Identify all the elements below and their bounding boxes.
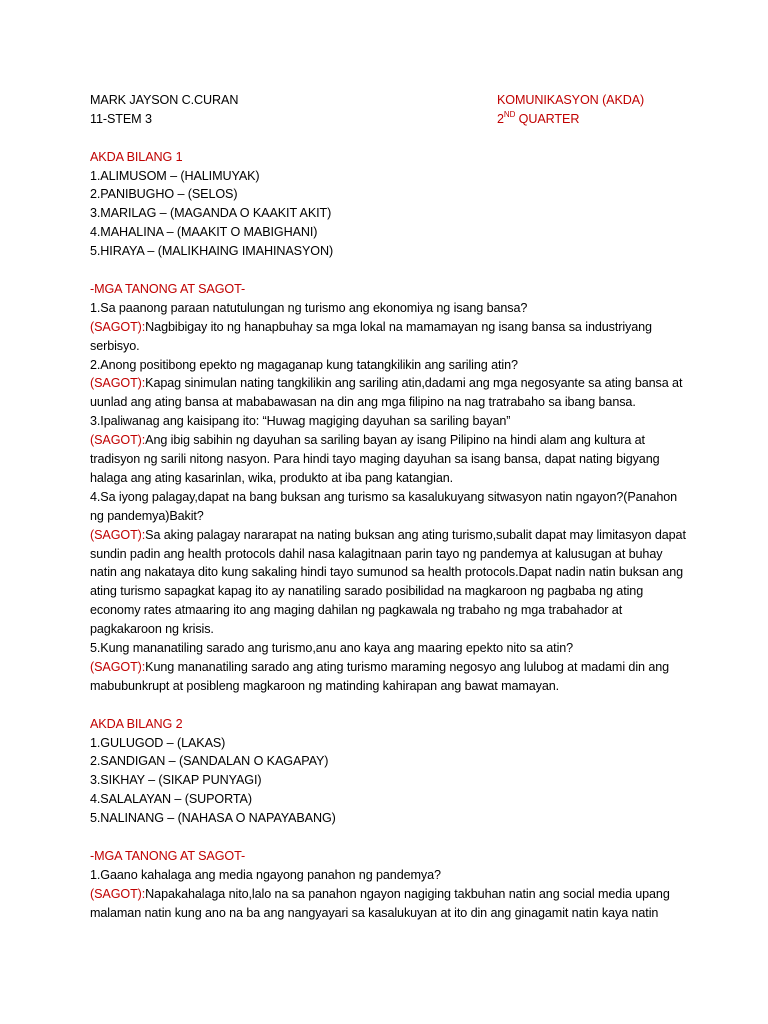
answer-label: (SAGOT): — [90, 527, 146, 542]
akda1-item: 5.HIRAYA – (MALIKHAING IMAHINASYON) — [90, 244, 334, 259]
answer-label: (SAGOT): — [90, 886, 146, 901]
akda2-item: 2.SANDIGAN – (SANDALAN O KAGAPAY) — [90, 754, 329, 769]
akda2-item: 4.SALALAYAN – (SUPORTA) — [90, 792, 252, 807]
qa2-title: -MGA TANONG AT SAGOT- — [90, 848, 246, 863]
answer-text: Napakahalaga nito,lalo na sa panahon ngayon nagiging takbuhan natin ang social media upang malaman natin kung ano na ba ang nangyayari sa kasalukuyan at ito din ang ginagamit natin kaya natin — [90, 886, 670, 920]
answer-label: (SAGOT): — [90, 659, 146, 674]
quarter-number: 2 — [497, 111, 504, 126]
qa2-answer-1 — [90, 885, 690, 923]
akda2-item: 5.NALINANG – (NAHASA O NAPAYABANG) — [90, 811, 336, 826]
answer-text: Nagbibigay ito ng hanapbuhay sa mga lokal na mamamayan ng isang bansa sa industriyang serbisyo. — [90, 319, 652, 353]
answer-label: (SAGOT): — [90, 433, 146, 448]
answer-text: Kung mananatiling sarado ang ating turismo maraming negosyo ang lulubog at madami din ang mabubunkrupt at posibleng magkaroon ng matinding kahirapan ang bawat mamayan. — [90, 659, 670, 693]
answer-text: Sa aking palagay nararapat na nating buksan ang ating turismo,subalit dapat may limitasyon dapat sundin padin ang health protocols dahil nasa kalagitnaan parin tayo ng pandemya at kalusugan at buhay natin ang nakataya dito kung sakaling hindi tayo sumunod sa health protocols.Dapat nadin natin buksan ang ating turismo sapagkat kapag ito ay nanatiling sarado posibilidad na magkaroon ng pagbaba ng ating economy rates atmaaring ito ang maging dahilan ng pagkawala ng trabaho ng mga trabahador at pagkakaroon ng krisis. — [90, 527, 686, 637]
spacer — [90, 261, 690, 280]
qa1-answer-5 — [90, 658, 690, 696]
qa1-answer-4 — [90, 526, 690, 639]
subject-title: KOMUNIKASYON (AKDA) — [497, 93, 645, 107]
quarter-word: QUARTER — [515, 111, 580, 126]
qa1-question-3: 3.Ipaliwanag ang kaisipang ito: “Huwag magiging dayuhan sa sariling bayan” — [90, 414, 511, 429]
akda1-item: 2.PANIBUGHO – (SELOS) — [90, 187, 238, 202]
qa2-question-1: 1.Gaano kahalaga ang media ngayong panahon ng pandemya? — [90, 867, 441, 882]
spacer — [90, 696, 690, 715]
akda2-item: 1.GULUGOD – (LAKAS) — [90, 735, 226, 750]
header-row-2 — [90, 110, 690, 129]
spacer — [90, 129, 690, 148]
qa1-answer-1 — [90, 318, 690, 356]
qa1-answer-2 — [90, 374, 690, 412]
qa1-question-2: 2.Anong positibong epekto ng magaganap kung tatangkilikin ang sariling atin? — [90, 357, 518, 372]
qa1-answer-3 — [90, 431, 690, 488]
student-name: MARK JAYSON C.CURAN — [90, 93, 239, 107]
answer-label: (SAGOT): — [90, 376, 146, 391]
answer-text: Kapag sinimulan nating tangkilikin ang sariling atin,dadami ang mga negosyante sa ating bansa at uunlad ang ating bansa at mababawasan na din ang mga filipino na nag tratrabaho sa ibang bansa. — [90, 376, 683, 410]
answer-label: (SAGOT): — [90, 319, 146, 334]
spacer — [90, 828, 690, 847]
quarter-superscript: ND — [503, 109, 516, 119]
akda2-item: 3.SIKHAY – (SIKAP PUNYAGI) — [90, 773, 262, 788]
qa1-question-4: 4.Sa iyong palagay,dapat na bang buksan ang turismo sa kasalukuyang sitwasyon natin ngayon?(Panahon ng pandemya)Bakit? — [90, 489, 678, 523]
akda1-item: 4.MAHALINA – (MAAKIT O MABIGHANI) — [90, 225, 318, 240]
header-row-1 — [90, 91, 690, 110]
student-section: 11-STEM 3 — [90, 111, 152, 126]
qa1-question-5: 5.Kung mananatiling sarado ang turismo,anu ano kaya ang maaring epekto nito sa atin? — [90, 641, 574, 656]
akda2-title: AKDA BILANG 2 — [90, 716, 183, 731]
akda1-title: AKDA BILANG 1 — [90, 149, 183, 164]
akda1-item: 1.ALIMUSOM – (HALIMUYAK) — [90, 168, 260, 183]
qa1-title: -MGA TANONG AT SAGOT- — [90, 281, 246, 296]
document-page — [90, 91, 690, 922]
quarter-label — [497, 110, 579, 129]
answer-text: Ang ibig sabihin ng dayuhan sa sariling bayan ay isang Pilipino na hindi alam ang kultura at tradisyon ng sarili nitong nasyon. Para hindi tayo maging dayuhan sa isang bansa, dapat nating bigyang halaga ang ating kasarinlan, wika, produkto at iba pang katangian. — [90, 433, 660, 485]
akda1-item: 3.MARILAG – (MAGANDA O KAAKIT AKIT) — [90, 206, 332, 221]
qa1-question-1: 1.Sa paanong paraan natutulungan ng turismo ang ekonomiya ng isang bansa? — [90, 300, 528, 315]
